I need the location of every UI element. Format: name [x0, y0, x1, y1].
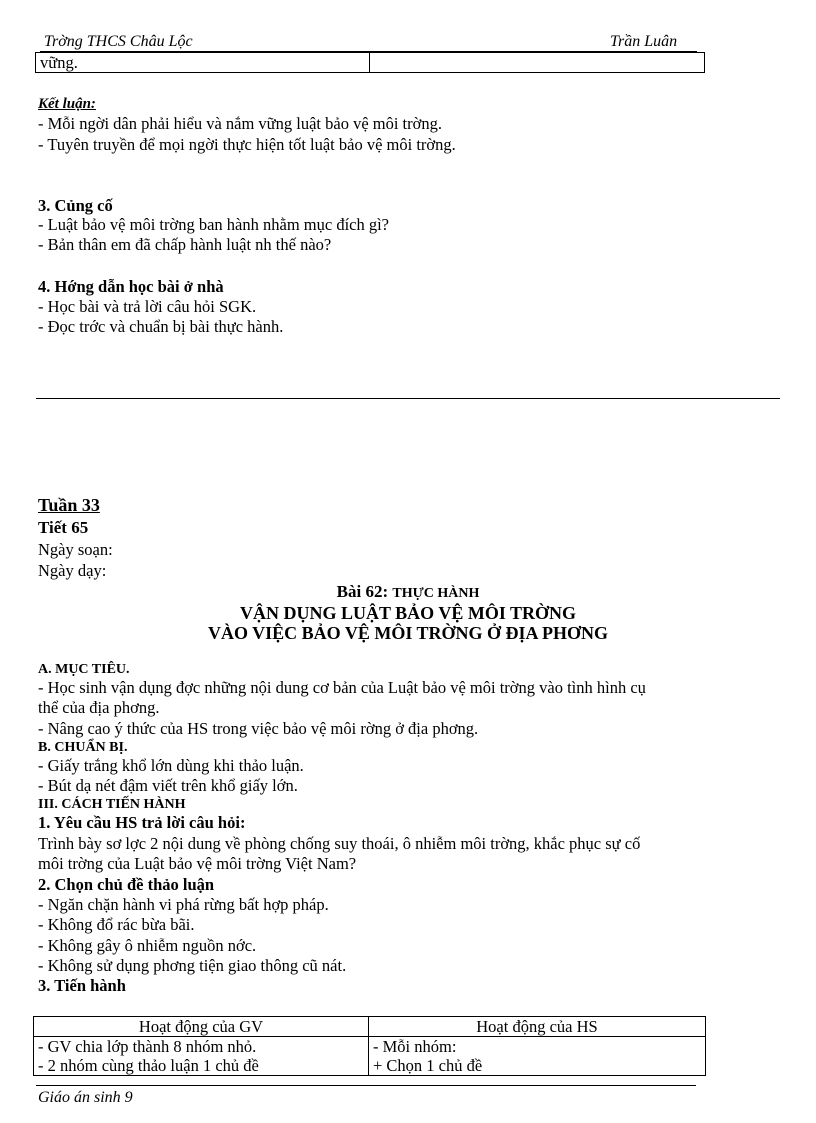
step2-heading: 2. Chọn chủ đề thảo luận	[38, 875, 215, 894]
objectives-line-1a: - Học sinh vận dụng đợc những nội dung cơ bản của Luật bảo vệ môi trờng vào tình hình cụ	[38, 678, 646, 697]
lesson-period: Tiết 65	[38, 518, 89, 537]
lesson-week: Tuần 33	[38, 495, 100, 515]
gv-line-1: - GV chia lớp thành 8 nhóm nhỏ.	[38, 1037, 257, 1056]
activity-table	[33, 1016, 706, 1076]
gv-line-2: - 2 nhóm cùng thảo luận 1 chủ đề	[38, 1056, 259, 1075]
preparation-line-2: - Bút dạ nét đậm viết trên khổ giấy lớn.	[38, 776, 298, 795]
step2-line-2: - Không đổ rác bừa bãi.	[38, 915, 195, 934]
hs-line-1: - Mỗi nhóm:	[373, 1037, 457, 1056]
col-header-gv: Hoạt động của GV	[34, 1017, 369, 1037]
conclusion-heading: Kết luận:	[38, 96, 96, 112]
hs-cell	[369, 1037, 706, 1076]
step2-line-3: - Không gây ô nhiễm nguồn nớc.	[38, 936, 257, 955]
homework-heading: 4. Hớng dẫn học bài ở nhà	[38, 277, 224, 296]
gv-cell	[34, 1037, 369, 1076]
lesson-title-kind: THỰC HÀNH	[392, 586, 480, 601]
review-line-1: - Luật bảo vệ môi trờng ban hành nhằm mục đích gì?	[38, 215, 390, 234]
step2-line-1: - Ngăn chặn hành vi phá rừng bất hợp pháp.	[38, 895, 329, 914]
review-line-2: - Bản thân em đã chấp hành luật nh thế nào?	[38, 235, 332, 254]
header-school: Trờng THCS Châu Lộc	[44, 33, 193, 50]
continued-cell-right	[370, 53, 705, 73]
homework-line-2: - Đọc trớc và chuẩn bị bài thực hành.	[38, 317, 284, 336]
section-separator	[36, 398, 780, 399]
conclusion-line-1: - Mỗi ngời dân phải hiểu và nắm vững luật bảo vệ môi trờng.	[38, 114, 442, 133]
conclusion-line-2: - Tuyên truyền để mọi ngời thực hiện tốt luật bảo vệ môi trờng.	[38, 135, 456, 154]
lesson-title-prefix: Bài 62:	[336, 582, 389, 601]
footer-text: Giáo án sinh 9	[38, 1089, 133, 1106]
header-teacher: Trần Luân	[610, 33, 678, 50]
date-taught: Ngày dạy:	[38, 561, 107, 580]
objectives-line-2: - Nâng cao ý thức của HS trong việc bảo vệ môi rờng ở địa phơng.	[38, 719, 479, 738]
procedure-heading: III. CÁCH TIẾN HÀNH	[38, 797, 186, 812]
objectives-line-1b: thể của địa phơng.	[38, 698, 160, 717]
date-prepared: Ngày soạn:	[38, 540, 113, 559]
continued-table	[35, 52, 705, 73]
step1-line-a: Trình bày sơ lợc 2 nội dung về phòng chống suy thoái, ô nhiễm môi trờng, khắc phục sự cố	[38, 834, 641, 853]
homework-line-1: - Học bài và trả lời câu hỏi SGK.	[38, 297, 257, 316]
col-header-hs: Hoạt động của HS	[369, 1017, 706, 1037]
step1-line-b: môi trờng của Luật bảo vệ môi trờng Việt Nam?	[38, 854, 357, 873]
lesson-title-line-1	[0, 582, 816, 602]
footer-rule	[36, 1085, 696, 1086]
step3-heading: 3. Tiến hành	[38, 976, 126, 995]
step2-line-4: - Không sử dụng phơng tiện giao thông cũ nát.	[38, 956, 347, 975]
continued-cell-left: vững.	[36, 53, 370, 73]
objectives-heading: A. MỤC TIÊU.	[38, 662, 130, 677]
review-heading: 3. Củng cố	[38, 196, 113, 215]
hs-line-2: + Chọn 1 chủ đề	[373, 1056, 483, 1075]
lesson-title-line-3: VÀO VIỆC BẢO VỆ MÔI TRỜNG Ở ĐỊA PHƠNG	[207, 623, 609, 643]
step1-heading: 1. Yêu cầu HS trả lời câu hỏi:	[38, 813, 246, 832]
preparation-line-1: - Giấy trắng khổ lớn dùng khi thảo luận.	[38, 756, 304, 775]
lesson-title-line-2: VẬN DỤNG LUẬT BẢO VỆ MÔI TRỜNG	[239, 603, 577, 623]
preparation-heading: B. CHUẨN BỊ.	[38, 740, 128, 755]
